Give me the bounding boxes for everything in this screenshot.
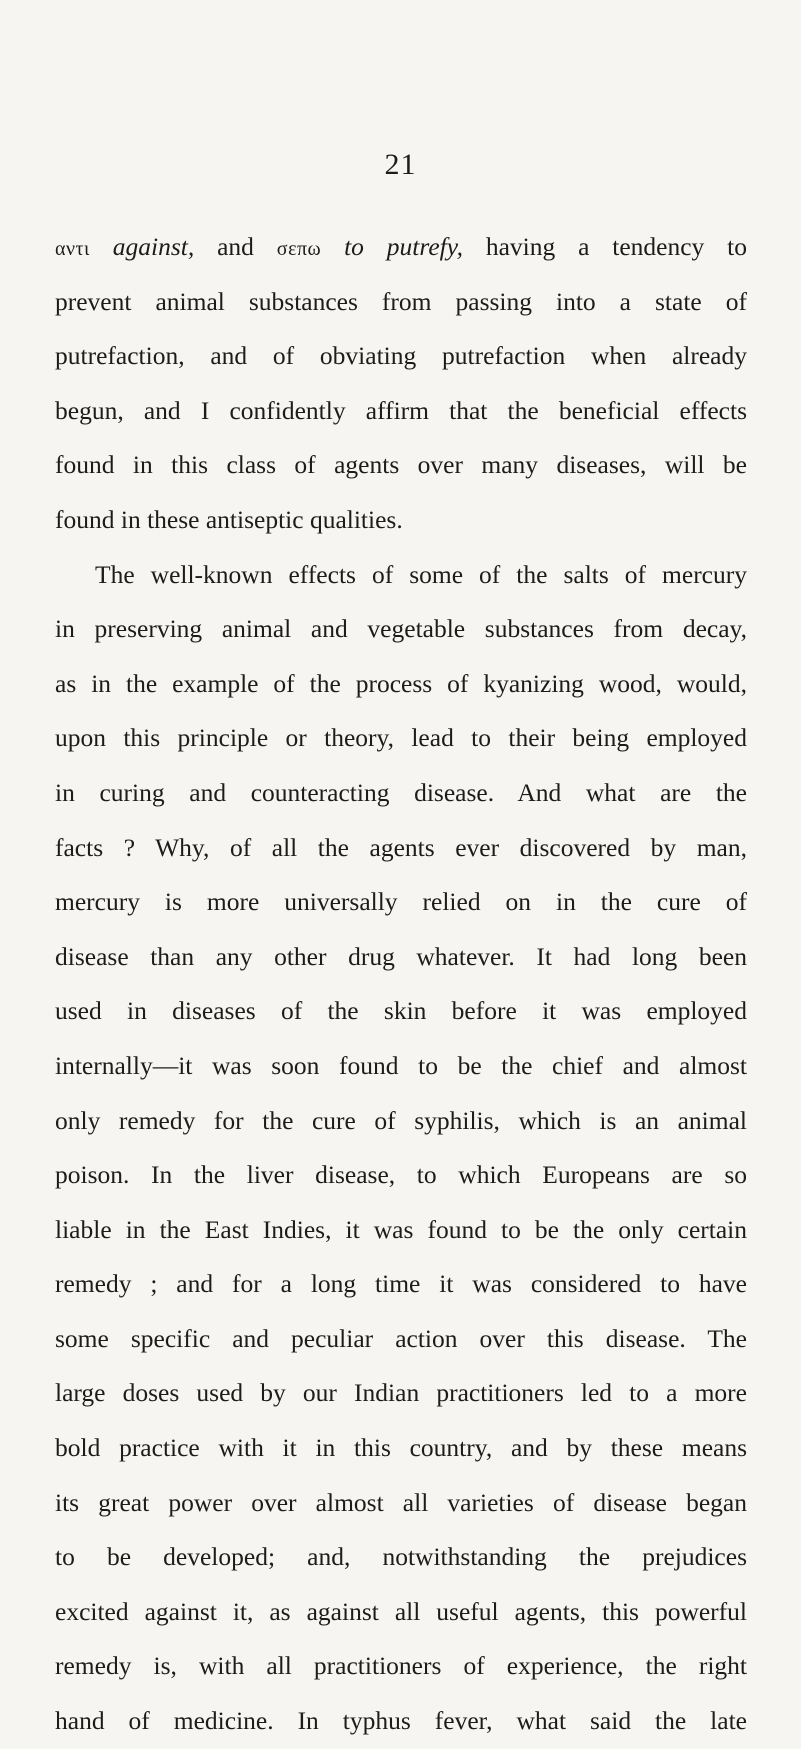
text-line: large doses used by our Indian practitioners led to a more bbox=[55, 1378, 747, 1408]
text-line: upon this principle or theory, lead to their being employed bbox=[55, 723, 747, 753]
text-line bbox=[55, 220, 747, 275]
text-line: in preserving animal and vegetable substances from decay, bbox=[55, 614, 747, 644]
greek-word: σεπω bbox=[276, 238, 322, 260]
text-line: facts ? Why, of all the agents ever discovered by man, bbox=[55, 832, 747, 862]
text-line: as in the example of the process of kyanizing wood, would, bbox=[55, 668, 747, 698]
text-line: only remedy for the cure of syphilis, which is an animal bbox=[55, 1105, 747, 1135]
greek-word: αντι bbox=[55, 238, 90, 260]
italic-word: to putrefy, bbox=[321, 232, 464, 261]
italic-word: against, bbox=[112, 232, 195, 261]
text-line: found in these antiseptic qualities. bbox=[55, 504, 403, 534]
body-text bbox=[55, 220, 747, 1749]
text-line: putrefaction, and of obviating putrefaction when already bbox=[55, 341, 747, 371]
text-line: its great power over almost all varieties of disease began bbox=[55, 1487, 747, 1517]
text-line: hand of medicine. In typhus fever, what said the late bbox=[55, 1706, 747, 1736]
text-line: prevent animal substances from passing into a state of bbox=[55, 286, 747, 316]
text-line: internally—it was soon found to be the chief and almost bbox=[55, 1050, 747, 1080]
text-fragment: having a tendency to bbox=[463, 232, 747, 261]
text-fragment: and bbox=[194, 232, 277, 261]
text-line: disease than any other drug whatever. It had long been bbox=[55, 941, 747, 971]
text-line: found in this class of agents over many diseases, will be bbox=[55, 450, 747, 480]
text-line: remedy ; and for a long time it was considered to have bbox=[55, 1269, 747, 1299]
text-line: remedy is, with all practitioners of experience, the right bbox=[55, 1651, 747, 1681]
text-line: liable in the East Indies, it was found to be the only certain bbox=[55, 1214, 747, 1244]
text-line: used in diseases of the skin before it was employed bbox=[55, 996, 747, 1026]
text-line: excited against it, as against all useful agents, this powerful bbox=[55, 1596, 747, 1626]
text-line: begun, and I confidently affirm that the beneficial effects bbox=[55, 395, 747, 425]
text-line: some specific and peculiar action over this disease. The bbox=[55, 1323, 747, 1353]
text-line: poison. In the liver disease, to which Europeans are so bbox=[55, 1160, 747, 1190]
text-line: in curing and counteracting disease. And what are the bbox=[55, 777, 747, 807]
text-line: to be developed; and, notwithstanding the prejudices bbox=[55, 1542, 747, 1572]
text-line: mercury is more universally relied on in the cure of bbox=[55, 887, 747, 917]
text-line: bold practice with it in this country, and by these means bbox=[55, 1433, 747, 1463]
page-number: 21 bbox=[384, 148, 417, 181]
text-line: The well-known effects of some of the salts of mercury bbox=[95, 559, 747, 589]
